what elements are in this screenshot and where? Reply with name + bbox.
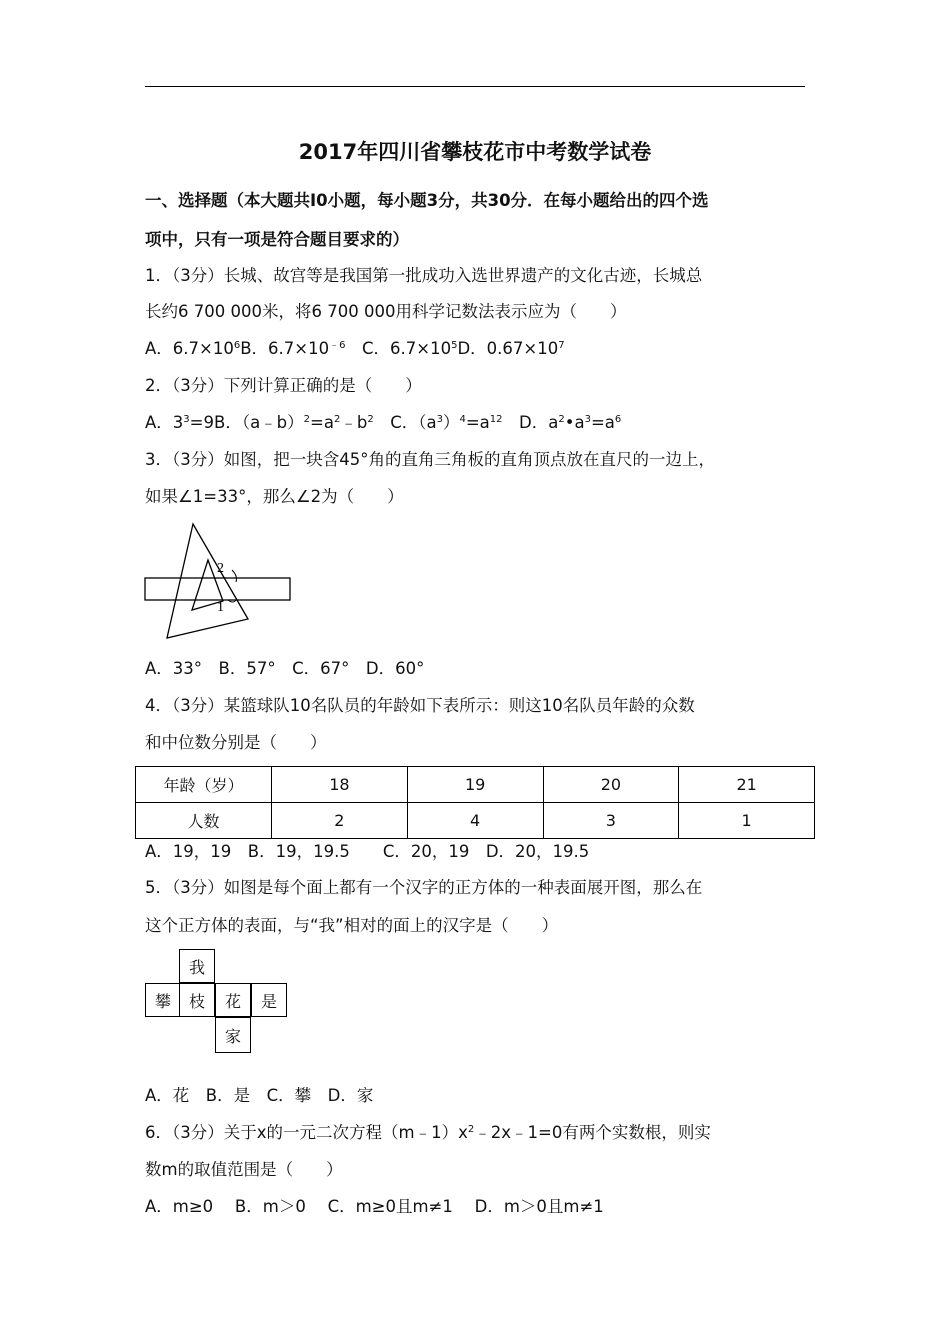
q5-options: A．花 B．是 C．攀 D．家 xyxy=(145,1086,374,1105)
angle-2-label: 2 xyxy=(217,561,224,576)
q2-text: ） xyxy=(442,413,460,432)
cube-net-figure xyxy=(145,949,290,1055)
q2-text: =a xyxy=(310,413,334,432)
cube-face: 花 xyxy=(215,983,251,1017)
table-cell: 3 xyxy=(543,803,679,839)
q1-stem-line2: 长约6 700 000米，将6 700 000用科学记数法表示应为（ ） xyxy=(145,302,627,321)
q2-options xyxy=(145,412,621,434)
header-rule xyxy=(145,86,805,87)
q4-options: A．19，19 B．19，19.5 C．20，19 D．20，19.5 xyxy=(145,842,590,861)
page-title: 2017年四川省攀枝花市中考数学试卷 xyxy=(298,140,652,164)
q2-exp: 3 xyxy=(584,414,591,425)
table-row xyxy=(136,803,815,839)
q6-stem-exp: 2 xyxy=(467,1124,475,1135)
q6-stem-line2: 数m的取值范围是（ ） xyxy=(145,1160,343,1179)
q2-text: =a xyxy=(590,413,615,432)
q2-exp: 2 xyxy=(303,414,311,425)
q2-exp: 2 xyxy=(558,414,565,425)
q2-text: C．（a xyxy=(373,413,437,432)
cube-face-top: 我 xyxy=(179,949,215,983)
table-cell: 1 xyxy=(679,803,815,839)
q4-stem-line2: 和中位数分别是（ ） xyxy=(145,733,327,752)
q2-stem: 2．（3分）下列计算正确的是（ ） xyxy=(145,376,422,395)
q2-exp: 3 xyxy=(436,414,443,425)
q1-stem-line1: 1．（3分）长城、故宫等是我国第一批成功入选世界遗产的文化古迹，长城总 xyxy=(145,266,703,285)
section-heading-line2: 项中，只有一项是符合题目要求的） xyxy=(145,230,409,249)
q1-option-c: C．6.7×10 xyxy=(345,339,452,358)
q2-exp: 2 xyxy=(367,414,374,425)
cube-face: 攀 xyxy=(145,983,181,1017)
q5-stem-line2: 这个正方体的表面，与“我”相对的面上的汉字是（ ） xyxy=(145,916,559,935)
cube-face: 枝 xyxy=(179,983,215,1017)
table-cell: 18 xyxy=(272,767,408,803)
angle-1-label: 1 xyxy=(217,600,224,615)
q6-options: A．m≥0 B．m＞0 C．m≥0且m≠1 D．m＞0且m≠1 xyxy=(145,1197,604,1216)
q6-stem-part2: ﹣2x﹣1=0有两个实数根，则实 xyxy=(474,1123,711,1142)
q2-exp: 12 xyxy=(489,414,503,425)
q1-option-d-exp: 7 xyxy=(558,340,565,351)
q3-stem-line2: 如果∠1=33°，那么∠2为（ ） xyxy=(145,487,404,506)
q2-text: ﹣b xyxy=(340,413,368,432)
q1-option-c-exp: 5 xyxy=(451,340,458,351)
q2-exp: 4 xyxy=(459,414,466,425)
q1-option-d: D．0.67×10 xyxy=(457,339,559,358)
q2-text: =a xyxy=(465,413,490,432)
table-cell: 19 xyxy=(407,767,543,803)
angle-2-arc xyxy=(232,570,237,582)
q2-text: =9B．（a﹣b） xyxy=(189,413,304,432)
table-row xyxy=(136,767,815,803)
q5-stem-line1: 5．（3分）如图是每个面上都有一个汉字的正方体的一种表面展开图，那么在 xyxy=(145,878,703,897)
age-table xyxy=(135,766,815,839)
q2-exp: 6 xyxy=(614,414,622,425)
q2-text: •a xyxy=(564,413,585,432)
q3-ruler-triangle-figure xyxy=(140,520,300,645)
table-cell: 4 xyxy=(407,803,543,839)
q1-option-b-exp: ﹣6 xyxy=(329,340,346,351)
table-cell: 20 xyxy=(543,767,679,803)
table-cell: 21 xyxy=(679,767,815,803)
q1-option-a-exp: 6 xyxy=(233,340,241,351)
q2-text: A．3 xyxy=(145,413,184,432)
q2-exp: 2 xyxy=(333,414,341,425)
cube-face: 是 xyxy=(251,983,287,1017)
q1-option-a: A．6.7×10 xyxy=(145,339,234,358)
q4-stem-line1: 4．（3分）某篮球队10名队员的年龄如下表所示：则这10名队员年龄的众数 xyxy=(145,696,695,715)
table-cell: 年龄（岁） xyxy=(136,767,272,803)
q2-exp: 3 xyxy=(183,414,190,425)
ruler xyxy=(145,578,290,600)
q1-option-b: B．6.7×10 xyxy=(240,339,330,358)
q6-stem-line1 xyxy=(145,1122,711,1144)
table-cell: 人数 xyxy=(136,803,272,839)
q1-options xyxy=(145,338,565,360)
table-cell: 2 xyxy=(272,803,408,839)
section-heading-line1: 一、选择题（本大题共I0小题，每小题3分，共30分．在每小题给出的四个选 xyxy=(145,191,709,210)
cube-face-bottom: 家 xyxy=(215,1017,251,1053)
q6-stem-part1: 6．（3分）关于x的一元二次方程（m﹣1）x xyxy=(145,1123,468,1142)
q3-options: A．33° B．57° C．67° D．60° xyxy=(145,659,425,678)
q2-text: D．a xyxy=(502,413,559,432)
q3-stem-line1: 3．（3分）如图，把一块含45°角的直角三角板的直角顶点放在直尺的一边上， xyxy=(145,450,715,469)
